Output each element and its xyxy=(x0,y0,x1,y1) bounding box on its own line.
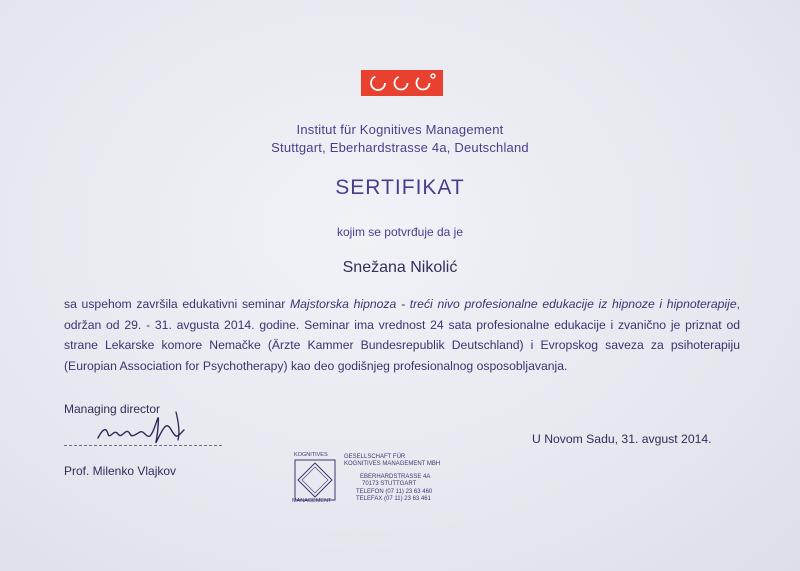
stamp-address xyxy=(344,454,440,503)
body-text-part2: , održan od 29. - 31. avgusta 2014. godine. Seminar ima vrednost 24 sata profesionalne edukacije i zvanično je priznat od strane Lekarske komore Nemačke (Ärzte Kammer Bundesrepublik Deutschland) i Evropskog saveza za psihoterapiju (Europian Association for Psychotherapy) kao deo godišnjeg profesionalnog osposobljavanja. xyxy=(64,297,740,373)
stamp-line-6: TELEFAX (07 11) 23 63 461 xyxy=(356,496,431,503)
certificate-body xyxy=(64,294,740,376)
recipient-name: Snežana Nikolić xyxy=(342,259,458,276)
managing-director-label: Managing director xyxy=(64,402,161,416)
institute-address xyxy=(0,121,800,157)
logo-mark-icon xyxy=(361,70,443,96)
institute-name: Institut für Kognitives Management xyxy=(296,122,504,137)
stamp-line-4: 70173 STUTTGART xyxy=(362,481,417,488)
stamp-line-3: EBERHARDSTRASSE 4A xyxy=(360,473,431,480)
institute-location: Stuttgart, Eberhardstrasse 4a, Deutschland xyxy=(271,140,529,155)
place-date: U Novom Sadu, 31. avgust 2014. xyxy=(532,432,712,446)
seminar-title: Majstorska hipnoza - treći nivo profesionalne edukacije iz hipnoze i hipnoterapije xyxy=(290,297,737,311)
institute-logo xyxy=(361,70,443,96)
stamp-logo-icon xyxy=(292,459,342,503)
stamp-box-top-label: KOGNITIVES xyxy=(294,452,328,458)
body-text-part1: sa uspehom završila edukativni seminar xyxy=(64,297,290,311)
stamp-line-1: GESELLSCHAFT FÜR xyxy=(344,454,406,460)
confirm-line: kojim se potvrđuje da je xyxy=(336,225,464,239)
stamp-line-5: TELEFON (07 11) 23 63 460 xyxy=(356,488,433,495)
signature-icon xyxy=(92,408,192,448)
signature-line xyxy=(64,445,222,446)
stamp-line-2: KOGNITIVES MANAGEMENT MBH xyxy=(344,461,441,468)
certificate-title: SERTIFIKAT xyxy=(335,176,465,199)
signer-name: Prof. Milenko Vlajkov xyxy=(64,464,177,478)
stamp-box-bottom-label: MANAGEMENT xyxy=(292,498,332,504)
